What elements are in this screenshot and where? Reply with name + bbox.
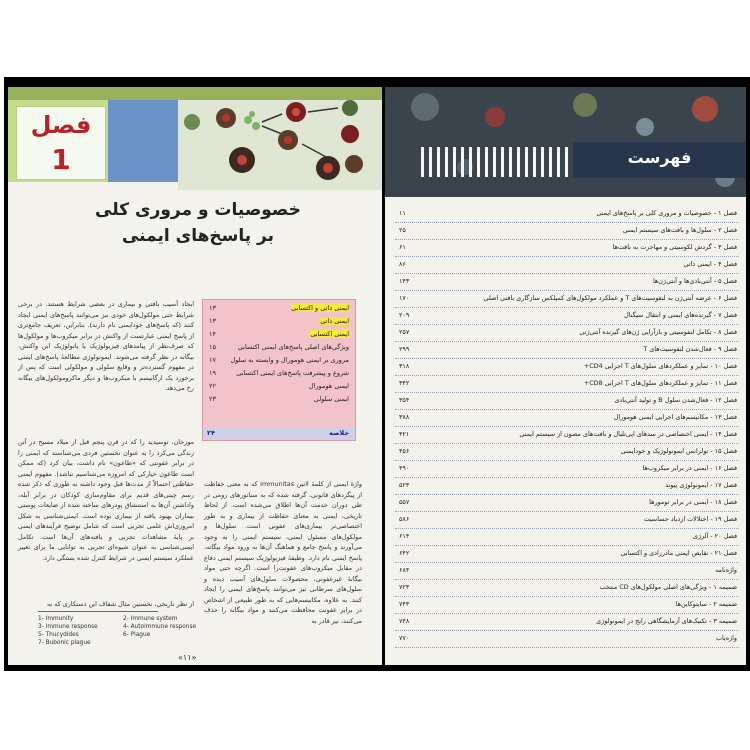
- outline-item: شروع و پیشرفت پاسخ‌های ایمنی اکتسابی ۱۹: [209, 369, 349, 377]
- body-text-intro: ایجاد آسیب بافتی و بیماری در بعضی شرایط هستند. در برخی شرایط حتی مولکول‌های خودی نیز می‌توانند پاسخ‌های ایمنی ایجاد کنند (که پاسخ‌های خودایمنی نام دارند). بنابراین، تعریف جامع‌تری از پاسخ ایمنی عبارتست از واکنش در برابر میکروب‌ها و مولکول‌ها که صرف‌نظر از پیامدهای فیزیولوژیک یا پاتولوژیک این واکنش، بیگانه در نظر گرفته می‌شوند. ایمونولوژی مطالعهٔ پاسخ‌های ایمنی در مفهوم گسترده‌تر و وقایع سلولی و مولکولی است که پس از برخورد یک ارگانیسم با میکروب‌ها و دیگر ماکرومولکول‌های بیگانه رخ می‌دهد.: [18, 300, 194, 392]
- chapter-title: [48, 197, 348, 249]
- contents-row: فصل ۱۵ - تولرانس ایمونولوژیک و خودایمنی ۴۵۶: [395, 443, 739, 461]
- cell-illustration: [178, 100, 382, 190]
- contents-heading: فهرست: [627, 148, 692, 167]
- contents-row: فصل ۵ - آنتی‌بادی‌ها و آنتی‌ژن‌ها ۱۴۳: [395, 273, 739, 291]
- open-book: [4, 77, 750, 671]
- contents-row: فصل ۱۱ - تمایز و عملکردهای سلول‌های T اجرایی CD8+ ۳۴۲: [395, 375, 739, 393]
- footnote: 6- Plague: [123, 632, 151, 638]
- contents-row: فصل ۱۲ - فعال‌شدن سلول B و تولید آنتی‌بادی ۳۵۴: [395, 392, 739, 410]
- chapter-word: فصل: [30, 111, 92, 139]
- outline-item: ایمنی سلولی ۲۳: [209, 395, 349, 403]
- outline-item: ایمنی هومورال ۲۲: [209, 382, 349, 390]
- contents-row: واژه‌نامه ۶۸۴: [395, 562, 739, 580]
- chapter-title-line1: خصوصیات و مروری کلی: [95, 200, 301, 220]
- contents-row: فصل ۴ - ایمنی ذاتی ۸۶: [395, 256, 739, 274]
- left-page: [8, 87, 382, 665]
- page-number: «۱۱»: [178, 653, 197, 662]
- chapter-number: 1: [51, 143, 71, 176]
- contents-row: فصل ۱۸ - ایمنی در برابر تومورها ۵۵۷: [395, 494, 739, 512]
- body-text-definition: واژهٔ ایمنی از کلمهٔ لاتین immunitas که به معنی حفاظت از پیگردهای قانونی، گرفته شده که به سناتورهای رومی در طی دوران خدمت آن‌ها اطلاق می‌شده است. از لحاظ تاریخی، ایمنی به معنای حفاظت از بیماری و به طور اختصاصی‌تر بیماری‌های عفونی است. سلول‌ها و مولکول‌های مسئول ایمنی، سیستم ایمنی را به وجود می‌آورند و پاسخ جامع و هماهنگ آن‌ها به ورود مواد بیگانه، پاسخ ایمنی نام دارد. وظیفهٔ فیزیولوژیک سیستم ایمنی دفاع در مقابل میکروب‌های عفونت‌زا است. اگرچه حتی مواد بیگانهٔ غیرعفونی، محصولات سلول‌های آسیب دیده و سلول‌های سرطانی نیز می‌توانند پاسخ‌های ایمنی را ایجاد کنند. به علاوه، مکانیسم‌هایی که به طور طبیعی از اشخاص در برابر عفونت محافظت می‌کنند و مواد بیگانه را حذف می‌کنند، نیز قادر به: [204, 480, 362, 625]
- right-page: [385, 87, 746, 665]
- contents-row: فصل ۲ - سلول‌ها و بافت‌های سیستم ایمنی ۲۵: [395, 222, 739, 240]
- outline-summary: خلاصه ۲۴: [203, 428, 355, 440]
- chapter-color-strip: [8, 87, 382, 100]
- contents-row: فصل ۱۹ - اختلالات ازدیاد حساسیت ۵۸۶: [395, 511, 739, 529]
- outline-item: مروری بر ایمنی هومورال و وابسته به سلول ۱۷: [209, 356, 349, 364]
- contents-row: ضمیمه ۳ - تکنیک‌های آزمایشگاهی رایج در ایمونولوژی ۷۴۸: [395, 613, 739, 631]
- footnote: 5- Thucydides: [38, 632, 79, 638]
- chapter-outline: [202, 299, 356, 441]
- outline-item: ایمنی ذاتی و اکتسابی ۱۳: [209, 304, 349, 312]
- outline-item: ایمنی اکتسابی ۱۴: [209, 330, 349, 338]
- contents-row: فصل ۲۰ - آلرژی ۶۱۴: [395, 528, 739, 546]
- contents-row: ضمیمه ۱ - ویژگی‌های اصلی مولکول‌های CD منتخب ۷۲۳: [395, 579, 739, 597]
- footnote: 4- Autoimmune response: [123, 624, 197, 630]
- contents-row: فصل ۶ - عرضه آنتی‌ژن به لنفوسیت‌های T و عملکرد مولکول‌های کمپلکس سازگاری بافتی اصلی ۱۷۰: [395, 290, 739, 308]
- body-text-end: از نظر تاریخی، نخستین مثال شفاف این دستکاری که به: [46, 600, 194, 608]
- footnote: 3- Immune response: [38, 624, 98, 630]
- chapter-badge-inner: [16, 106, 106, 180]
- footnote: 7- Bubonic plague: [38, 640, 91, 646]
- contents-heading-bar: [573, 142, 746, 178]
- contents-row: فصل ۲۱ - نقایص ایمنی مادرزادی و اکتسابی ۶۴۲: [395, 545, 739, 563]
- contents-row: فصل ۸ - تکامل لنفوسیتی و بازآرایی ژن‌های گیرنده آنتی‌ژنی ۲۵۷: [395, 324, 739, 342]
- chapter-title-line2: بر پاسخ‌های ایمنی: [121, 226, 275, 246]
- contents-row: فصل ۱۳ - مکانیسم‌های اجرایی ایمنی هومورال ۳۸۸: [395, 409, 739, 427]
- footnote: 2- Immune system: [123, 616, 178, 622]
- body-text-history: مورخان، توسیدید را که در قرن پنجم قبل از میلاد مسیح در آتن زندگی می‌کرد را به عنوان نخستین فردی می‌شناسند که ایمنی را در برابر عفونتی که «طاعون» نام داشت، بیان کرد (که ممکن است طاعون خیارکی که امروزه می‌شناسیم نباشد). مفهوم ایمنی حفاظتی احتمالاً از مدت‌ها قبل وجود داشته به طوری که ذکر شده رسم چینی‌های قدیم برای مقاوم‌سازی کودکان در برابر آبله، واداشتن آن‌ها به استنشاق پودرهای ساخته شده از ضایعات پوستی بیماران بهبود یافته از بیماری بوده است. ایمنی‌شناسی به شکل امروزی‌اش علمی تجربی است که شامل توضیح فرآیندهای ایمنی بر پایهٔ مشاهدات تجربی و یافته‌های آن‌ها است. تکامل ایمنی‌شناسی به عنوان شیوه‌ای تجربی به توانایی ما برای تغییر عملکرد سیستم ایمنی در شرایط کنترل شده بستگی دارد.: [18, 438, 194, 562]
- outline-item: ویژگی‌های اصلی پاسخ‌های ایمنی اکتسابی ۱۵: [209, 343, 349, 351]
- contents-row: فصل ۳ - گردش لکوسیتی و مهاجرت به بافت‌ها ۶۱: [395, 239, 739, 257]
- contents-row: فصل ۷ - گیرنده‌های ایمنی و انتقال سیگنال ۲۰۹: [395, 307, 739, 325]
- contents-row: فصل ۱۴ - ایمنی اختصاصی در سدهای اپی‌تلیال و بافت‌های مصون از سیستم ایمنی ۴۲۱: [395, 426, 739, 444]
- header-blue-panel: [108, 100, 178, 182]
- cover-image-band: [385, 87, 746, 197]
- contents-row: ضمیمه ۲ - سایتوکاین‌ها ۷۴۳: [395, 596, 739, 614]
- contents-row: فصل ۱۶ - ایمنی در برابر میکروب‌ها ۴۹۰: [395, 460, 739, 478]
- contents-row: فصل ۹ - فعال‌شدن لنفوسیت‌های T ۲۹۹: [395, 341, 739, 359]
- contents-row: واژه‌یاب ۷۷۰: [395, 630, 739, 648]
- contents-row: فصل ۱۷ - ایمونولوژی پیوند ۵۲۳: [395, 477, 739, 495]
- footnote-rule: [38, 611, 158, 612]
- footnote: 1- Immunity: [38, 616, 74, 622]
- outline-item: ایمنی ذاتی ۱۳: [209, 317, 349, 325]
- contents-row: فصل ۱۰ - تمایز و عملکردهای سلول‌های T اجرایی CD4+ ۳۱۸: [395, 358, 739, 376]
- contents-row: فصل ۱ - خصوصیات و مروری کلی بر پاسخ‌های ایمنی ۱۱: [395, 205, 739, 223]
- chapter-badge: [8, 100, 108, 182]
